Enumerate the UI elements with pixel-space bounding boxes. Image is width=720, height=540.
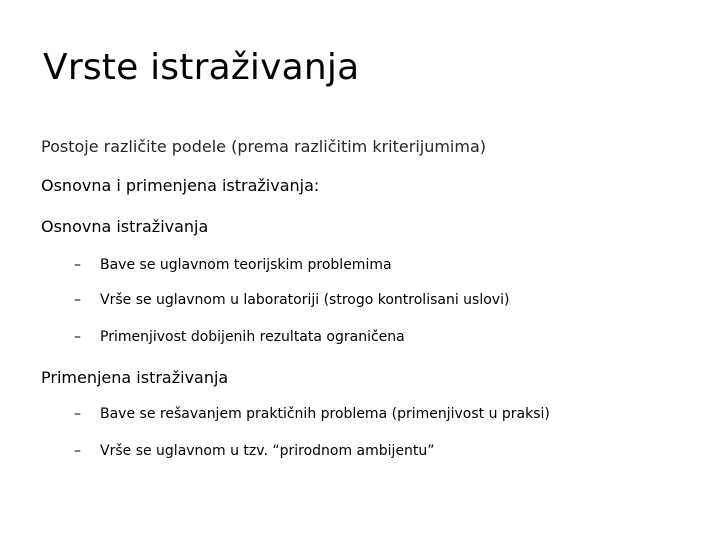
basic-research-heading: Osnovna istraživanja [41,217,209,236]
bullet-dash: – [74,329,81,345]
list-item-text: Vrše se uglavnom u laboratoriji (strogo kontrolisani uslovi) [100,292,510,308]
bullet-dash: – [74,443,81,459]
list-item-text: Bave se uglavnom teorijskim problemima [100,257,392,273]
intro-text: Postoje različite podele (prema različitim kriterijumima) [41,137,487,156]
list-item-text: Bave se rešavanjem praktičnih problema (primenjivost u praksi) [100,406,550,422]
list-item-text: Primenjivost dobijenih rezultata ograničena [100,329,405,345]
bullet-dash: – [74,292,81,308]
section-heading: Osnovna i primenjena istraživanja: [41,176,320,195]
list-item [74,257,392,273]
list-item-text: Vrše se uglavnom u tzv. “prirodnom ambijentu” [100,443,435,459]
list-item [74,329,405,345]
list-item [74,292,509,308]
list-item [74,443,435,459]
bullet-dash: – [74,406,81,422]
slide-title: Vrste istraživanja [43,47,360,88]
applied-research-heading: Primenjena istraživanja [41,368,229,387]
bullet-dash: – [74,257,81,273]
list-item [74,406,550,422]
